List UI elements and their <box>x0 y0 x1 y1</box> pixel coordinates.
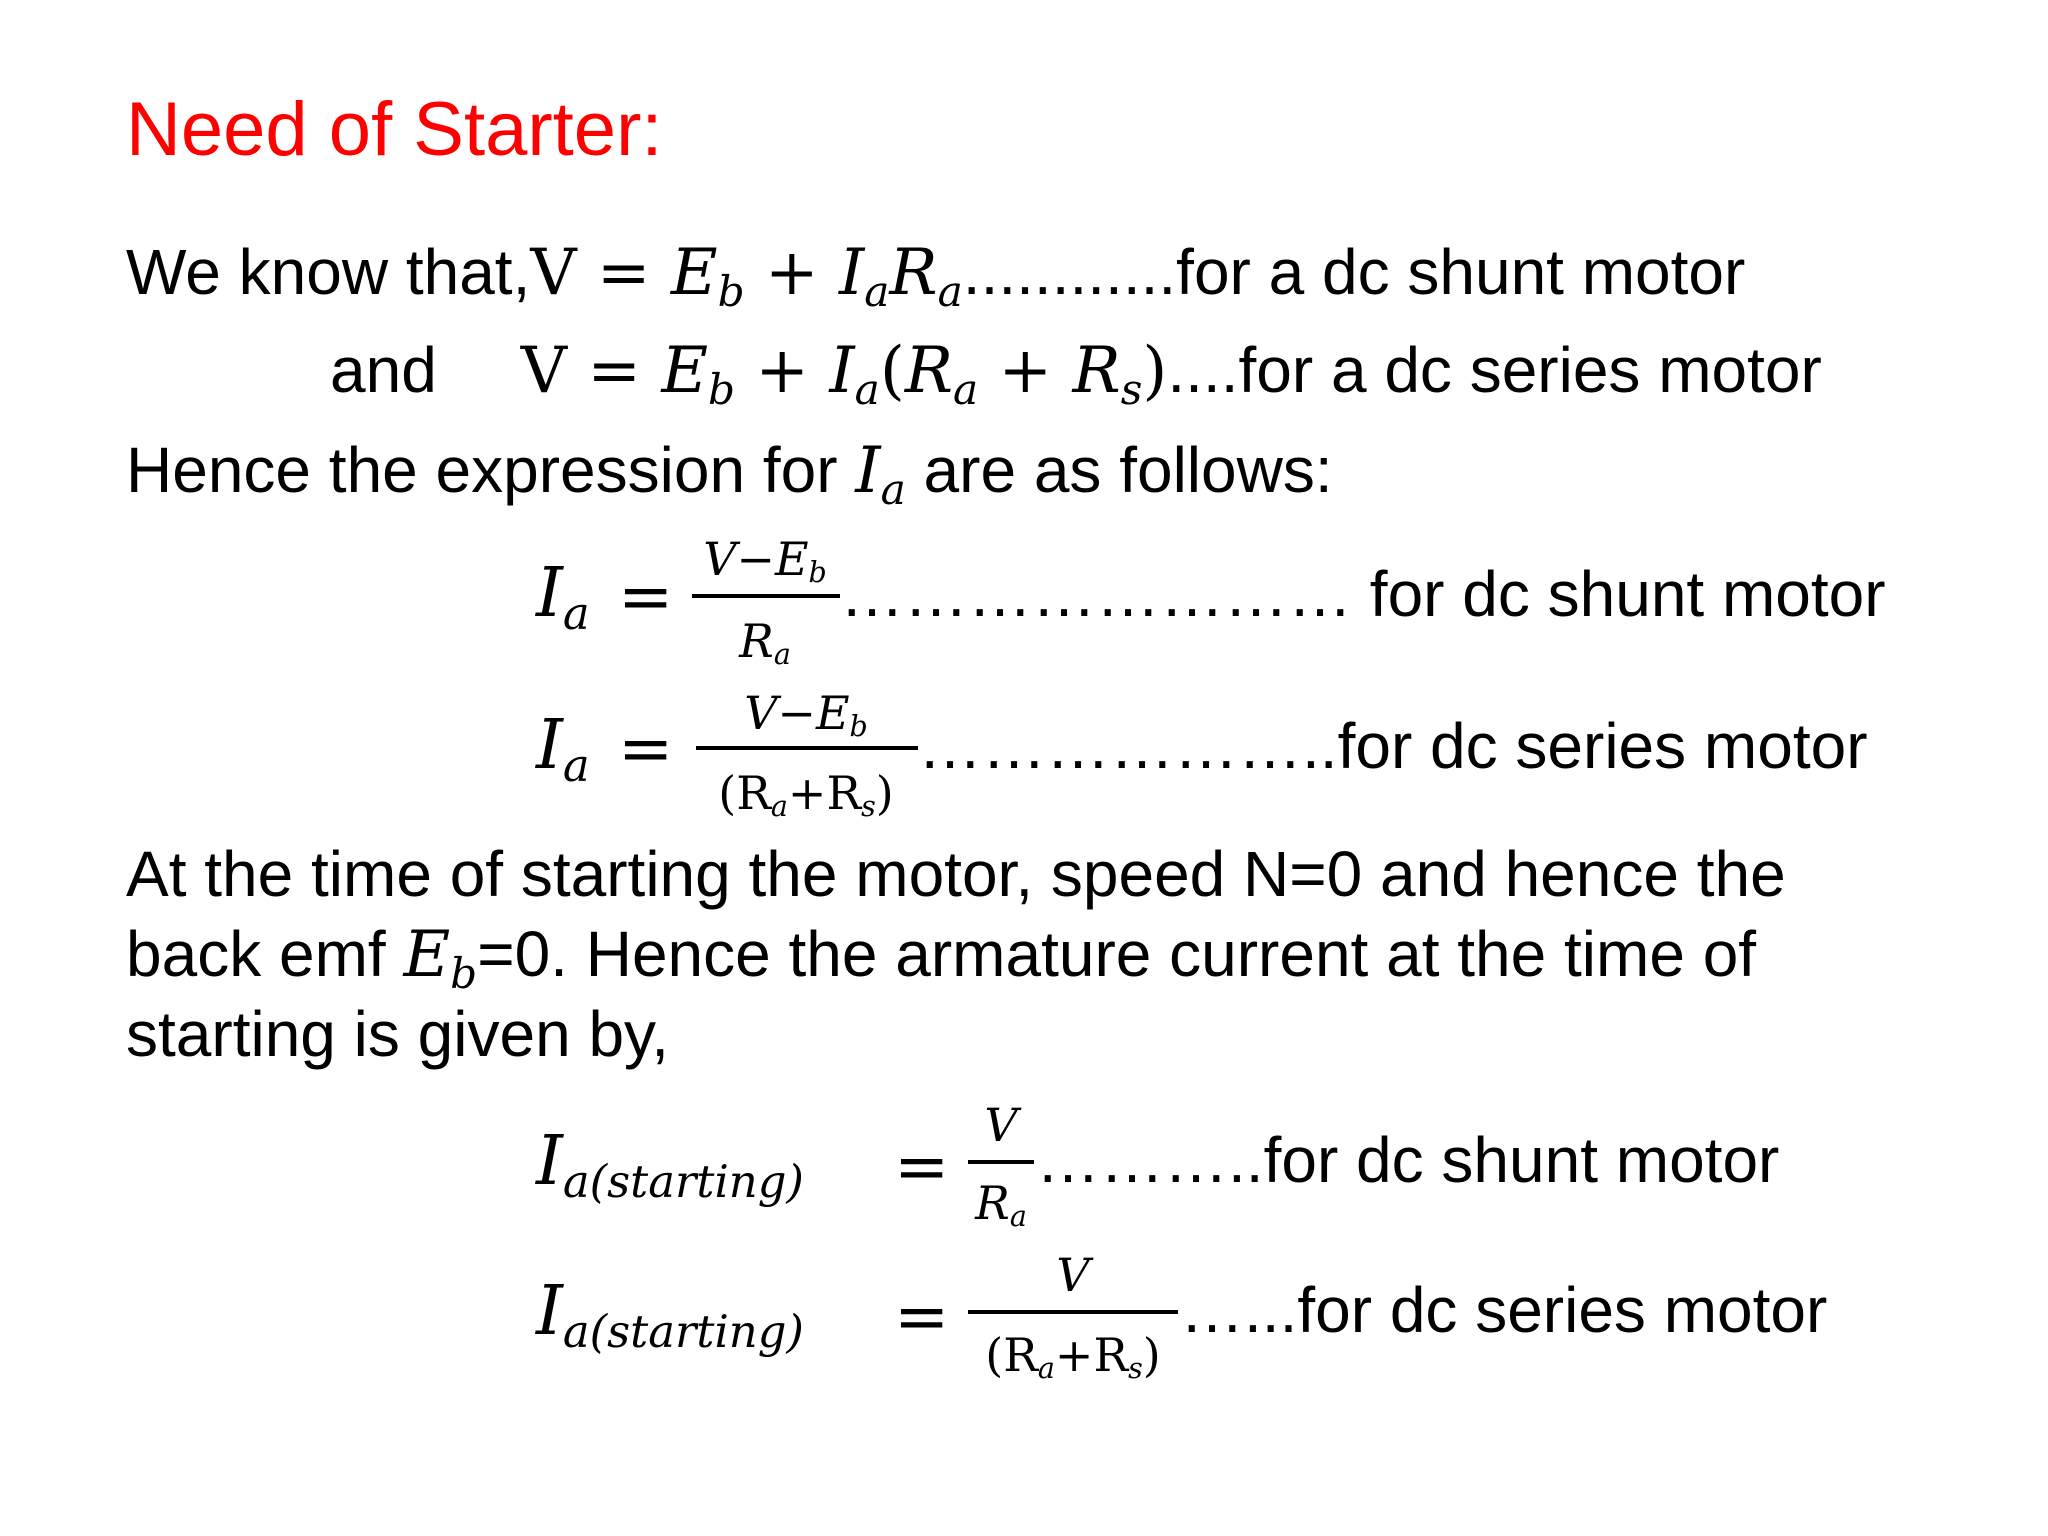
line2-V: V <box>520 334 567 408</box>
eq4-den-open: (R <box>985 1328 1038 1382</box>
eq1-denominator <box>690 614 840 671</box>
para-line2-E: E <box>403 918 451 992</box>
line1-I-sub: a <box>864 266 890 316</box>
line3-I-sub: a <box>880 464 906 514</box>
line2-plus2: + <box>978 334 1073 408</box>
para-line2-E-sub: b <box>450 948 478 998</box>
line2-plus: + <box>735 334 830 408</box>
eq2-I: I <box>536 706 563 785</box>
line1-Eb-sub: b <box>717 266 745 316</box>
line3-I: I <box>855 434 881 508</box>
eq4-I: I <box>536 1272 563 1351</box>
eq4-equals: = <box>894 1278 950 1355</box>
line1-prefix: We know that, <box>126 236 531 308</box>
line1-V: V <box>530 236 577 310</box>
eq3-fraction-bar <box>968 1160 1034 1164</box>
eq3-den-sub: a <box>1009 1199 1027 1233</box>
eq4-den-mid: +R <box>1054 1328 1129 1382</box>
line1-plus: + <box>744 236 839 310</box>
line2-open-paren: ( <box>879 334 905 408</box>
line2-Rs: R <box>1072 334 1121 408</box>
para-line2-suffix: =0. Hence the armature current at the time of <box>477 918 1757 990</box>
eq4-den-sub1: a <box>1037 1351 1055 1385</box>
eq1-I-sub: a <box>562 586 590 640</box>
line2-I-sub: a <box>854 364 880 414</box>
eq3-denominator <box>966 1176 1036 1233</box>
eq4-den-sub2: s <box>1128 1351 1143 1385</box>
eq2-num-text: V−E <box>744 686 850 740</box>
eq4-num-text: V <box>1056 1248 1090 1302</box>
eq3-I-sub: a(starting) <box>562 1154 804 1208</box>
line2-suffix: ....for a dc series motor <box>1167 334 1822 406</box>
line2-close-paren: ) <box>1142 334 1168 408</box>
line1-R-sub: a <box>937 266 963 316</box>
eq2-den-sub1: a <box>770 789 788 823</box>
eq2-I-sub: a <box>562 738 590 792</box>
slide-title: Need of Starter: <box>126 87 663 172</box>
eq2-den-sub2: s <box>861 789 876 823</box>
eq1-equals: = <box>618 558 674 635</box>
eq2-den-close: ) <box>875 766 894 820</box>
para-line2-prefix: back emf <box>126 918 404 990</box>
line3-suffix: are as follows: <box>905 434 1333 506</box>
eq1-den-text: R <box>739 614 774 668</box>
paragraph-line-3: starting is given by, <box>126 998 670 1070</box>
eq4-I-sub: a(starting) <box>562 1304 804 1358</box>
eq1-num-text: V−E <box>703 532 809 586</box>
eq4-label: …...for dc series motor <box>1180 1274 1828 1346</box>
eq2-lhs <box>536 706 590 792</box>
line2-Rs-sub: s <box>1120 364 1143 414</box>
line-series-voltage <box>330 334 1822 414</box>
line1-Eb: E <box>670 236 718 310</box>
eq2-den-mid: +R <box>787 766 862 820</box>
eq4-den-close: ) <box>1142 1328 1161 1382</box>
line1-R: R <box>889 236 938 310</box>
eq2-equals: = <box>618 710 674 787</box>
eq1-lhs <box>536 554 590 640</box>
line2-eq: = <box>567 334 662 408</box>
eq1-num-sub: b <box>808 555 827 589</box>
eq2-label: ………………..for dc series motor <box>918 710 1868 782</box>
line-expression-intro <box>126 434 1333 514</box>
eq2-numerator <box>694 686 918 743</box>
eq2-fraction-bar <box>696 746 918 750</box>
eq2-denominator <box>694 766 918 823</box>
eq4-lhs <box>536 1272 804 1358</box>
eq2-num-sub: b <box>849 709 868 743</box>
eq3-lhs <box>536 1122 804 1208</box>
line1-I: I <box>838 236 865 310</box>
eq1-numerator <box>690 532 840 589</box>
eq1-label: …………………… for dc shunt motor <box>840 558 1886 630</box>
eq3-I: I <box>536 1122 563 1201</box>
eq3-numerator <box>966 1098 1036 1152</box>
line2-Eb-sub: b <box>708 364 736 414</box>
eq1-den-sub: a <box>773 637 791 671</box>
eq4-fraction-bar <box>968 1310 1178 1314</box>
line2-Eb: E <box>661 334 709 408</box>
eq3-label: ………..for dc shunt motor <box>1036 1124 1780 1196</box>
line1-eq: = <box>576 236 671 310</box>
eq4-numerator <box>966 1248 1180 1302</box>
eq1-fraction-bar <box>692 594 840 598</box>
line2-and: and <box>330 334 437 406</box>
eq2-den-open: (R <box>718 766 771 820</box>
eq3-num-text: V <box>984 1098 1018 1152</box>
line2-Ra-sub: a <box>953 364 979 414</box>
line2-Ra: R <box>904 334 954 408</box>
line2-I: I <box>829 334 855 408</box>
paragraph-line-1: At the time of starting the motor, speed N=0 and hence the <box>126 838 1786 910</box>
line-shunt-voltage <box>126 236 1746 316</box>
line1-suffix: ............for a dc shunt motor <box>962 236 1746 308</box>
eq3-den-text: R <box>975 1176 1010 1230</box>
eq4-denominator <box>966 1328 1180 1385</box>
paragraph-line-2 <box>126 918 1757 998</box>
eq1-I: I <box>536 554 563 633</box>
eq3-equals: = <box>894 1128 950 1205</box>
line3-prefix: Hence the expression for <box>126 434 856 506</box>
